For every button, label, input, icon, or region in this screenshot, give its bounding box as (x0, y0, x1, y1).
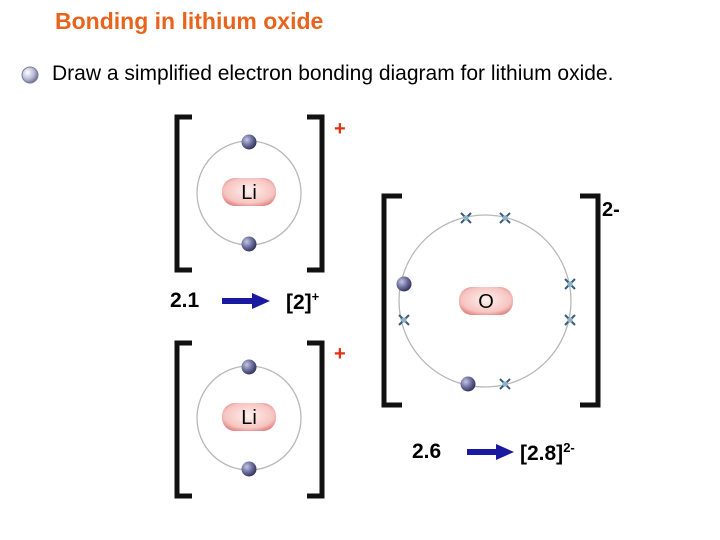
lithium-ion-bottom (177, 343, 346, 496)
bracket-left (177, 343, 192, 496)
electron (242, 360, 257, 375)
ion-charge: + (334, 343, 346, 365)
bracket-right (307, 117, 322, 270)
ion-charge: 2- (602, 199, 620, 221)
nucleus-label: O (478, 291, 494, 313)
lithium-ion-top (177, 117, 346, 270)
bullet-icon (22, 67, 38, 83)
transferred-electron (397, 277, 412, 292)
nucleus-label: Li (241, 182, 257, 204)
lithium-config-after-text: [2] (286, 291, 312, 314)
nucleus-label: Li (241, 407, 257, 429)
oxygen-config-after (520, 440, 575, 466)
oxygen-config-after-sup: 2- (563, 440, 575, 455)
ion-charge: + (334, 118, 346, 140)
lithium-arrow (222, 293, 270, 309)
bracket-right (580, 196, 598, 405)
slide-title: Bonding in lithium oxide (55, 8, 324, 34)
electron (242, 462, 257, 477)
oxygen-arrow (467, 444, 514, 460)
electron (242, 237, 257, 252)
oxygen-config-before: 2.6 (412, 440, 442, 463)
lithium-config-before: 2.1 (170, 289, 200, 312)
electron (242, 135, 257, 150)
bracket-right (307, 343, 322, 496)
oxygen-config-after-text: [2.8] (520, 442, 564, 465)
instruction-text: Draw a simplified electron bonding diagram for lithium oxide. (52, 62, 614, 85)
lithium-config-after-sup: + (311, 289, 320, 304)
transferred-electron (461, 377, 476, 392)
oxide-ion (384, 196, 620, 405)
lithium-config-after (286, 289, 319, 315)
bracket-left (177, 117, 192, 270)
